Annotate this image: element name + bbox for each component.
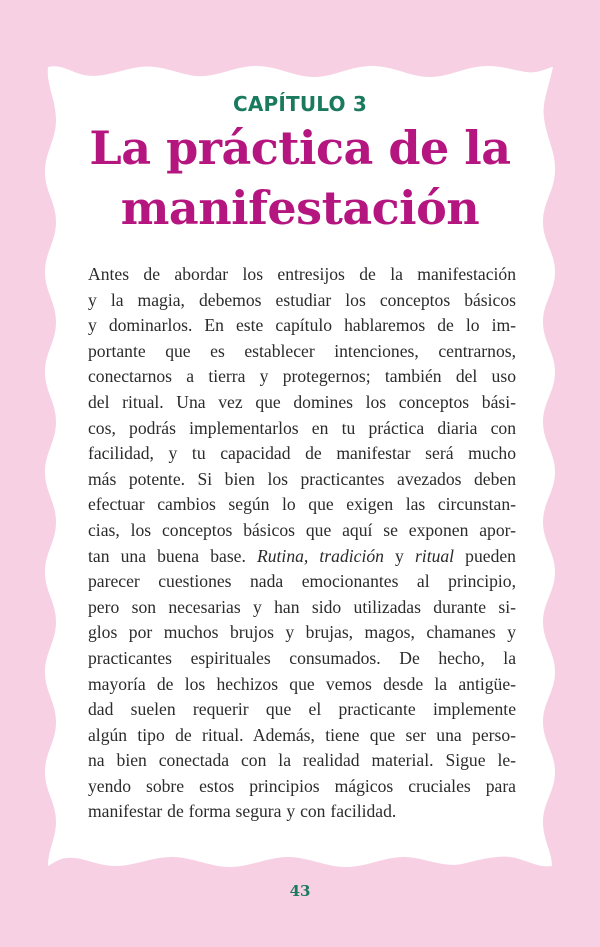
body-line: yendo sobre estos principios mágicos cruciales para — [88, 775, 516, 796]
body-line: Antes de abordar los entresijos de la manifestación — [88, 264, 516, 284]
body-line: algún tipo de ritual. Además, tiene que ser una perso- — [88, 724, 516, 745]
body-line: cos, podrás implementarlos en tu práctica diaria con — [88, 417, 516, 438]
italic-term-tradicion: tradición — [319, 545, 384, 566]
body-line: y dominarlos. En este capítulo hablaremos de lo im- — [88, 315, 516, 336]
chapter-title — [60, 118, 540, 238]
body-line: portante que es establecer intenciones, centrarnos, — [88, 340, 516, 361]
body-line: na bien conectada con la realidad material. Sigue le- — [88, 750, 516, 771]
body-line-with-italics — [88, 544, 516, 570]
chapter-label: CAPÍTULO 3 — [232, 92, 368, 116]
body-text-run: y — [395, 545, 404, 566]
body-line: más potente. Si bien los practicantes avezados deben — [88, 468, 516, 489]
italic-term-ritual: ritual — [414, 545, 455, 566]
body-line: practicantes espirituales consumados. De hecho, la — [88, 647, 516, 668]
italic-term-rutina: Rutina, — [257, 545, 309, 566]
body-line: parecer cuestiones nada emocionantes al principio, — [88, 571, 516, 592]
body-line: dad suelen requerir que el practicante implemente — [88, 699, 516, 720]
chapter-title-line-1: La práctica de la — [89, 121, 511, 175]
body-line: manifestar de forma segura y con facilidad. — [88, 801, 397, 822]
body-line: glos por muchos brujos y brujas, magos, chamanes y — [88, 622, 516, 643]
body-line: y la magia, debemos estudiar los conceptos básicos — [88, 289, 516, 310]
page-number: 43 — [289, 882, 311, 900]
chapter-title-line-2: manifestación — [120, 181, 480, 235]
body-line: efectuar cambios según lo que exigen las circunstan- — [88, 494, 516, 515]
body-text-run: pueden — [465, 545, 516, 566]
body-text-run: tan una buena base. — [88, 545, 246, 566]
body-line: pero son necesarias y han sido utilizadas durante si- — [88, 596, 516, 617]
body-line: del ritual. Una vez que domines los conceptos bási- — [88, 391, 516, 412]
body-line: mayoría de los hechizos que vemos desde la antigüe- — [88, 673, 516, 694]
body-line: cias, los conceptos básicos que aquí se exponen apor- — [88, 519, 516, 540]
body-line: conectarnos a tierra y protegernos; también del uso — [88, 366, 516, 387]
body-paragraph — [88, 262, 516, 825]
body-line: facilidad, y tu capacidad de manifestar será mucho — [88, 443, 516, 464]
